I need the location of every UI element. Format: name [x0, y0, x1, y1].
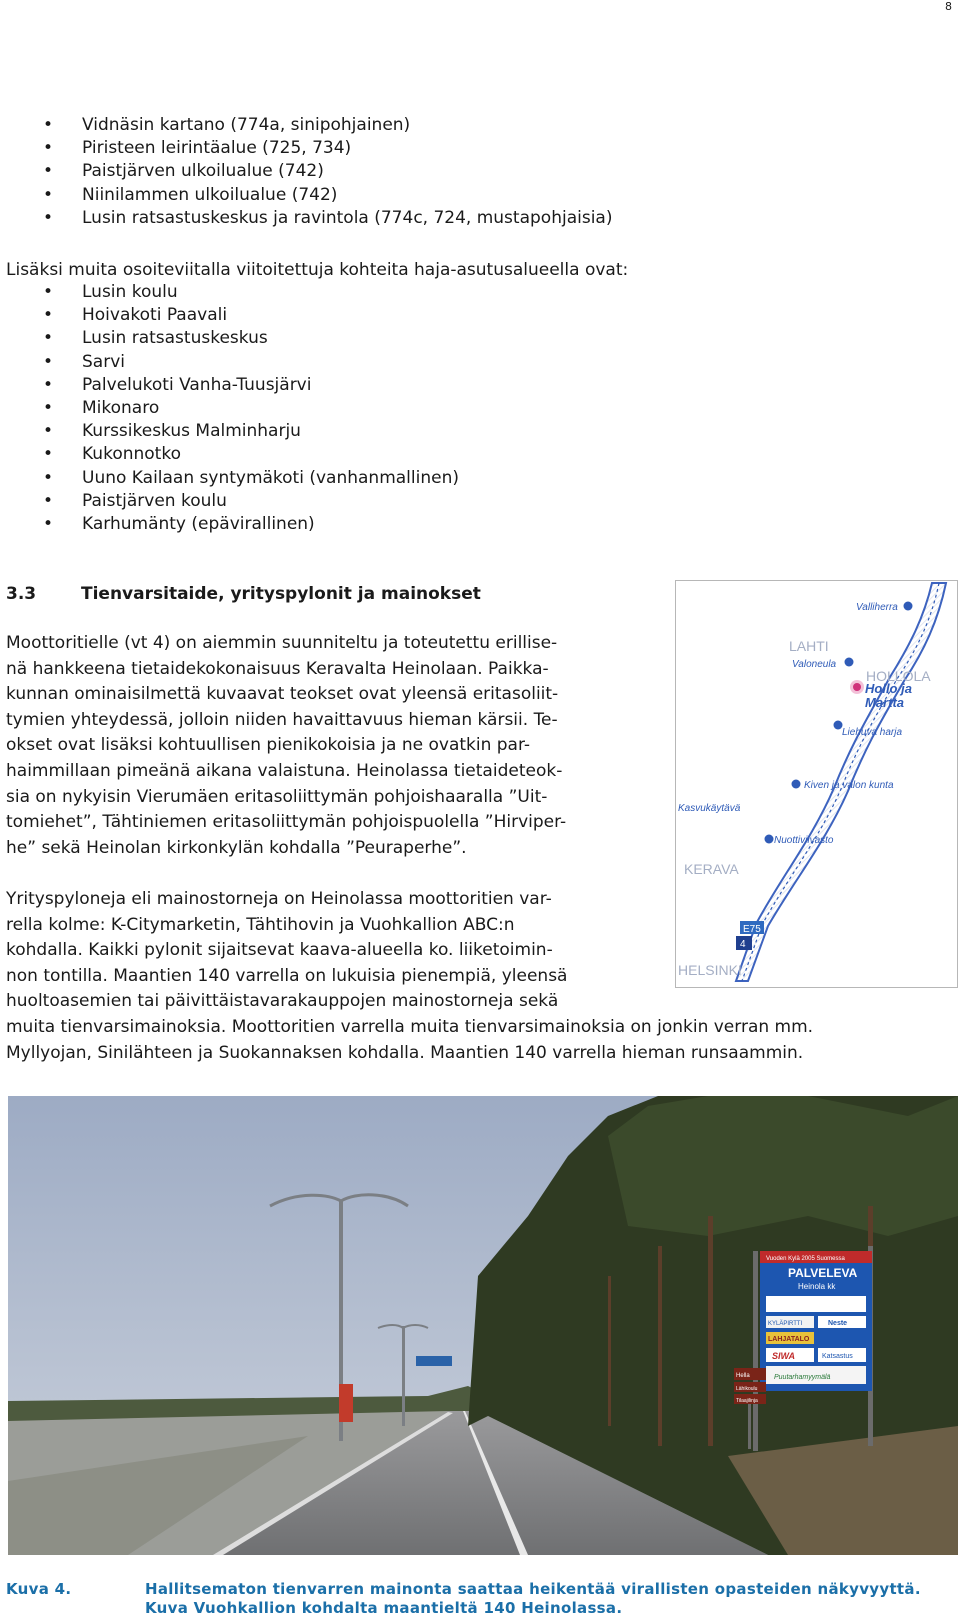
list-item: • Hoivakoti Paavali [0, 304, 459, 327]
sign-text: KYLÄPIRTTI [768, 1320, 803, 1327]
rural-destination-list [0, 281, 459, 536]
caption-line: Kuva Vuohkallion kohdalta maantieltä 140 Heinolassa. [145, 1599, 921, 1617]
list-item: • Kukonnotko [0, 443, 459, 466]
map-highlight-label-line: Martta [865, 695, 904, 710]
map-stop-label: Valliherra [856, 602, 898, 613]
text-line: nä hankkeena tietaidekokonaisuus Keravalta Heinolaan. Paikka- [6, 657, 566, 683]
caption-line: Hallitsematon tienvarren mainonta saattaa heikentää virallisten opasteiden näkyvyyttä. [145, 1580, 921, 1599]
map-stop-marker [904, 602, 913, 611]
list-item: • Kurssikeskus Malminharju [0, 420, 459, 443]
map-stop-marker [845, 658, 854, 667]
map-city-label: KERAVA [684, 861, 739, 877]
text-line: Yrityspyloneja eli mainostorneja on Heinolassa moottoritien var- [6, 887, 813, 913]
advertising-pylon [760, 1251, 872, 1391]
map-stop-label: Kiven ja valon kunta [804, 780, 894, 791]
text-line: sia on nykyisin Vierumäen eritasoliittymän pohjoishaaralla ”Uit- [6, 785, 566, 811]
sign-text: Neste [828, 1320, 847, 1327]
map-stop-label: Nuottiviivasto [774, 835, 834, 846]
list-item: • Mikonaro [0, 397, 459, 420]
sign-text: Katsastus [822, 1353, 853, 1360]
map-stop-marker [765, 835, 774, 844]
map-stop-label: Kasvukäytävä [678, 803, 741, 814]
roadside-photo [8, 1096, 958, 1555]
sign-text: PALVELEVA [788, 1266, 858, 1280]
list-item: • Piristeen leirintäalue (725, 734) [0, 137, 612, 160]
text-line: he” sekä Heinolan kirkonkylän kohdalla ”Peuraperhe”. [6, 836, 566, 862]
sign-text: Tilaajilinja [736, 1398, 758, 1404]
section-number: 3.3 [6, 584, 81, 604]
list-item: • Lusin koulu [0, 281, 459, 304]
text-line: Moottoritielle (vt 4) on aiemmin suunniteltu ja toteutettu erillise- [6, 631, 566, 657]
sign-text: Hella [736, 1373, 750, 1379]
road-art-map [675, 580, 958, 988]
list-item: • Vidnäsin kartano (774a, sinipohjainen) [0, 114, 612, 137]
map-stop-label: Valoneula [792, 659, 837, 670]
paragraph-road-art [6, 631, 566, 861]
roadside-sign [339, 1384, 353, 1422]
caption-label: Kuva 4. [6, 1580, 71, 1598]
text-line: huoltoasemien tai päivittäistavarakauppojen mainostorneja sekä [6, 989, 813, 1015]
map-city-label: HOLLOLA [866, 668, 931, 684]
list-item: • Karhumänty (epävirallinen) [0, 513, 459, 536]
sign-text: Lähikoulu [736, 1386, 758, 1392]
section-title: Tienvarsitaide, yrityspylonit ja mainokset [81, 584, 481, 604]
text-line: muita tienvarsimainoksia. Moottoritien varrella muita tienvarsimainoksia on jonkin verran mm. [6, 1015, 813, 1041]
list-item: • Lusin ratsastuskeskus [0, 327, 459, 350]
sign-text: Heinola kk [798, 1282, 836, 1291]
map-highlight-label: Hollo ja Martta [865, 681, 916, 710]
list-item: • Palvelukoti Vanha-Tuusjärvi [0, 374, 459, 397]
list-item: • Uuno Kailaan syntymäkoti (vanhanmallinen) [0, 467, 459, 490]
sign-text: Vuoden Kylä 2005 Suomessa [766, 1256, 845, 1262]
text-line: okset ovat lisäksi kohtuullisen pienikokoisia ja ne ovatkin par- [6, 733, 566, 759]
sign-text: Puutarhamyymälä [774, 1374, 831, 1381]
text-line: rella kolme: K-Citymarketin, Tähtihovin ja Vuohkallion ABC:n [6, 913, 813, 939]
list-item: • Paistjärven koulu [0, 490, 459, 513]
text-line: Myllyojan, Sinilähteen ja Suokannaksen kohdalla. Maantien 140 varrella hieman runsaammin. [6, 1041, 813, 1067]
map-city-label: HELSINKI [678, 962, 742, 978]
map-stop-marker [792, 780, 801, 789]
map-city-label: LAHTI [789, 638, 829, 654]
section-heading [6, 584, 481, 604]
sign-text: SIWA [772, 1351, 795, 1361]
road-label: E75 [743, 924, 761, 935]
list-item: • Sarvi [0, 351, 459, 374]
text-line: haimmillaan pimeänä aikana valaistuna. Heinolassa tietaideteok- [6, 759, 566, 785]
text-line: tomiehet”, Tähtiniemen eritasoliittymän pohjoispuolella ”Hirviper- [6, 810, 566, 836]
map-highlight-marker [853, 683, 861, 691]
sign-text: LAHJATALO [768, 1336, 810, 1343]
page-number: 8 [945, 0, 952, 13]
destination-list [0, 114, 612, 230]
street-lamp [402, 1326, 405, 1426]
list-item: • Niinilammen ulkoilualue (742) [0, 184, 612, 207]
text-line: non tontilla. Maantien 140 varrella on lukuisia pienempiä, yleensä [6, 964, 813, 990]
list-item: • Paistjärven ulkoilualue (742) [0, 160, 612, 183]
list-item: • Lusin ratsastuskeskus ja ravintola (774c, 724, mustapohjaisia) [0, 207, 612, 230]
road-label: 4 [740, 939, 746, 950]
text-line: kunnan ominaisilmettä kuvaavat teokset ovat yleensä eritasoliit- [6, 682, 566, 708]
text-line: tymien yhteydessä, jolloin niiden havaittavuus hieman kärsii. Te- [6, 708, 566, 734]
intro-text: Lisäksi muita osoiteviitalla viitoitettuja kohteita haja-asutusalueella ovat: [6, 260, 628, 280]
text-line: kohdalla. Kaikki pylonit sijaitsevat kaava-alueella ko. liiketoimin- [6, 938, 813, 964]
map-stop-label: Liehuva harja [842, 727, 902, 738]
